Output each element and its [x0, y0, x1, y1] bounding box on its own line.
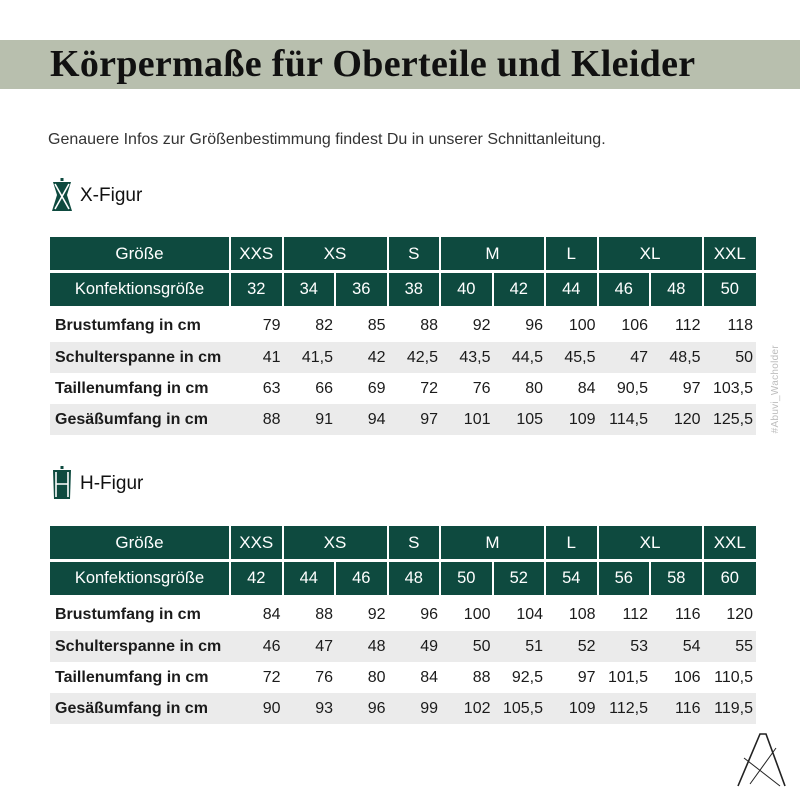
- konfektion-label: Konfektionsgröße: [50, 562, 231, 598]
- table-cell: 96: [525, 316, 544, 334]
- konfektion-cell: 44: [284, 562, 337, 598]
- row-label: Brustumfang in cm: [55, 605, 201, 623]
- table-cell: 96: [336, 693, 389, 724]
- table-cell: 76: [472, 379, 491, 397]
- table-cell: 55: [704, 631, 757, 662]
- row-label: Schulterspanne in cm: [50, 631, 231, 662]
- table-cell: 46: [231, 631, 284, 662]
- table-cell: 88: [420, 316, 438, 334]
- table-cell: 104: [516, 605, 544, 623]
- konfektion-cell: 60: [704, 562, 757, 598]
- table-cell: 112: [675, 316, 701, 334]
- konfektion-cell: 40: [441, 273, 494, 309]
- table-cell: 96: [420, 605, 438, 623]
- size-l: L: [546, 237, 599, 273]
- table-row: [50, 373, 756, 404]
- table-cell: 91: [284, 404, 337, 435]
- size-xxs: XXS: [231, 237, 284, 273]
- page-subtitle: Genauere Infos zur Größenbestimmung findest Du in unserer Schnittanleitung.: [48, 131, 606, 148]
- table-cell: 100: [568, 316, 596, 334]
- table-row: [50, 631, 756, 662]
- table-row: [50, 342, 756, 373]
- table-cell: 92,5: [511, 668, 544, 686]
- table-cell: 69: [367, 379, 386, 397]
- table-cell: 50: [441, 631, 494, 662]
- size-l: L: [546, 526, 599, 562]
- konfektion-cell: 52: [494, 562, 547, 598]
- table-cell: 94: [336, 404, 389, 435]
- table-cell: 116: [675, 605, 701, 623]
- table-cell: 84: [420, 668, 438, 686]
- table-cell: 97: [577, 668, 596, 686]
- table-cell: 92: [472, 316, 491, 334]
- table-cell: 100: [463, 605, 491, 623]
- table-cell: 51: [494, 631, 547, 662]
- size-table-x-figur: [50, 237, 756, 435]
- table-cell: 116: [651, 693, 704, 724]
- konfektion-cell: 34: [284, 273, 337, 309]
- section-heading-h-figur: [50, 466, 143, 502]
- table-cell: 103,5: [712, 379, 754, 397]
- table-cell: 53: [599, 631, 652, 662]
- section-heading-x-figur: [50, 178, 142, 214]
- table-cell: 42,5: [389, 342, 442, 373]
- table-cell: 54: [651, 631, 704, 662]
- table-cell: 50: [704, 342, 757, 373]
- table-cell: 120: [726, 605, 754, 623]
- row-label: Taillenumfang in cm: [55, 668, 209, 686]
- table-cell: 88: [472, 668, 491, 686]
- konfektion-cell: 56: [599, 562, 652, 598]
- section-title: X-Figur: [80, 185, 143, 206]
- row-label: Taillenumfang in cm: [55, 379, 209, 397]
- konfektion-cell: 54: [546, 562, 599, 598]
- table-cell: 88: [231, 404, 284, 435]
- table-row: [50, 693, 756, 724]
- table-cell: 102: [441, 693, 494, 724]
- watermark: #Abuvi_Wacholder: [770, 345, 781, 434]
- row-label: Gesäßumfang in cm: [50, 404, 231, 435]
- konfektion-cell: 50: [441, 562, 494, 598]
- table-cell: 47: [284, 631, 337, 662]
- size-m: M: [441, 237, 546, 273]
- konfektion-cell: 38: [389, 273, 442, 309]
- table-cell: 84: [577, 379, 596, 397]
- size-xl: XL: [599, 526, 704, 562]
- table-cell: 90: [231, 693, 284, 724]
- table-cell: 93: [284, 693, 337, 724]
- size-m: M: [441, 526, 546, 562]
- table-cell: 97: [682, 379, 701, 397]
- table-row: [50, 662, 756, 693]
- konfektion-cell: 50: [704, 273, 757, 309]
- konfektion-cell: 42: [494, 273, 547, 309]
- table-cell: 79: [262, 316, 281, 334]
- table-row: [50, 309, 756, 342]
- table-row: [50, 598, 756, 631]
- konfektion-cell: 46: [599, 273, 652, 309]
- size-header-row: [50, 237, 756, 273]
- konfektion-header-row: [50, 562, 756, 598]
- row-label: Brustumfang in cm: [55, 316, 201, 334]
- section-title: H-Figur: [80, 473, 144, 494]
- table-cell: 114,5: [599, 404, 652, 435]
- size-s: S: [389, 237, 442, 273]
- table-cell: 118: [727, 316, 754, 334]
- table-cell: 48: [336, 631, 389, 662]
- table-cell: 97: [389, 404, 442, 435]
- size-header-label: Größe: [50, 526, 231, 562]
- konfektion-cell: 48: [389, 562, 442, 598]
- konfektion-cell: 44: [546, 273, 599, 309]
- table-cell: 43,5: [441, 342, 494, 373]
- size-header-label: Größe: [50, 237, 231, 273]
- size-xs: XS: [284, 237, 389, 273]
- konfektion-cell: 48: [651, 273, 704, 309]
- page-title: Körpermaße für Oberteile und Kleider: [50, 43, 696, 85]
- table-cell: 101: [441, 404, 494, 435]
- table-cell: 88: [315, 605, 333, 623]
- table-row: [50, 404, 756, 435]
- table-cell: 80: [525, 379, 544, 397]
- table-cell: 72: [262, 668, 281, 686]
- size-xs: XS: [284, 526, 389, 562]
- size-xxl: XXL: [704, 526, 757, 562]
- konfektion-cell: 42: [231, 562, 284, 598]
- table-cell: 72: [420, 379, 438, 397]
- table-cell: 42: [336, 342, 389, 373]
- row-label: Schulterspanne in cm: [50, 342, 231, 373]
- table-cell: 44,5: [494, 342, 547, 373]
- x-figure-dress-form-icon: [50, 178, 74, 214]
- table-cell: 101,5: [607, 668, 649, 686]
- table-cell: 125,5: [704, 404, 757, 435]
- size-xl: XL: [599, 237, 704, 273]
- size-header-row: [50, 526, 756, 562]
- table-cell: 110,5: [714, 668, 754, 686]
- table-cell: 76: [315, 668, 333, 686]
- table-cell: 52: [546, 631, 599, 662]
- konfektion-header-row: [50, 273, 756, 309]
- table-cell: 80: [367, 668, 386, 686]
- table-cell: 41,5: [284, 342, 337, 373]
- table-cell: 106: [673, 668, 701, 686]
- table-cell: 90,5: [616, 379, 649, 397]
- table-cell: 109: [546, 693, 599, 724]
- konfektion-cell: 32: [231, 273, 284, 309]
- konfektion-cell: 36: [336, 273, 389, 309]
- h-figure-dress-form-icon: [50, 466, 74, 502]
- table-cell: 84: [262, 605, 281, 623]
- konfektion-cell: 46: [336, 562, 389, 598]
- table-cell: 48,5: [651, 342, 704, 373]
- table-cell: 47: [599, 342, 652, 373]
- table-cell: 120: [651, 404, 704, 435]
- table-cell: 119,5: [704, 693, 757, 724]
- size-s: S: [389, 526, 442, 562]
- table-cell: 63: [262, 379, 281, 397]
- size-xxs: XXS: [231, 526, 284, 562]
- row-label: Gesäßumfang in cm: [50, 693, 231, 724]
- table-cell: 108: [568, 605, 596, 623]
- size-xxl: XXL: [704, 237, 757, 273]
- table-cell: 92: [367, 605, 386, 623]
- table-cell: 85: [367, 316, 386, 334]
- table-cell: 82: [315, 316, 333, 334]
- table-cell: 105: [494, 404, 547, 435]
- table-cell: 112,5: [599, 693, 652, 724]
- size-table-h-figur: [50, 526, 756, 724]
- table-cell: 45,5: [546, 342, 599, 373]
- table-cell: 109: [546, 404, 599, 435]
- table-cell: 41: [231, 342, 284, 373]
- table-cell: 66: [315, 379, 333, 397]
- table-cell: 99: [389, 693, 442, 724]
- table-cell: 112: [622, 605, 649, 623]
- konfektion-cell: 58: [651, 562, 704, 598]
- table-cell: 106: [621, 316, 649, 334]
- table-cell: 49: [389, 631, 442, 662]
- table-cell: 105,5: [494, 693, 547, 724]
- brand-logo-icon: [730, 728, 790, 790]
- konfektion-label: Konfektionsgröße: [50, 273, 231, 309]
